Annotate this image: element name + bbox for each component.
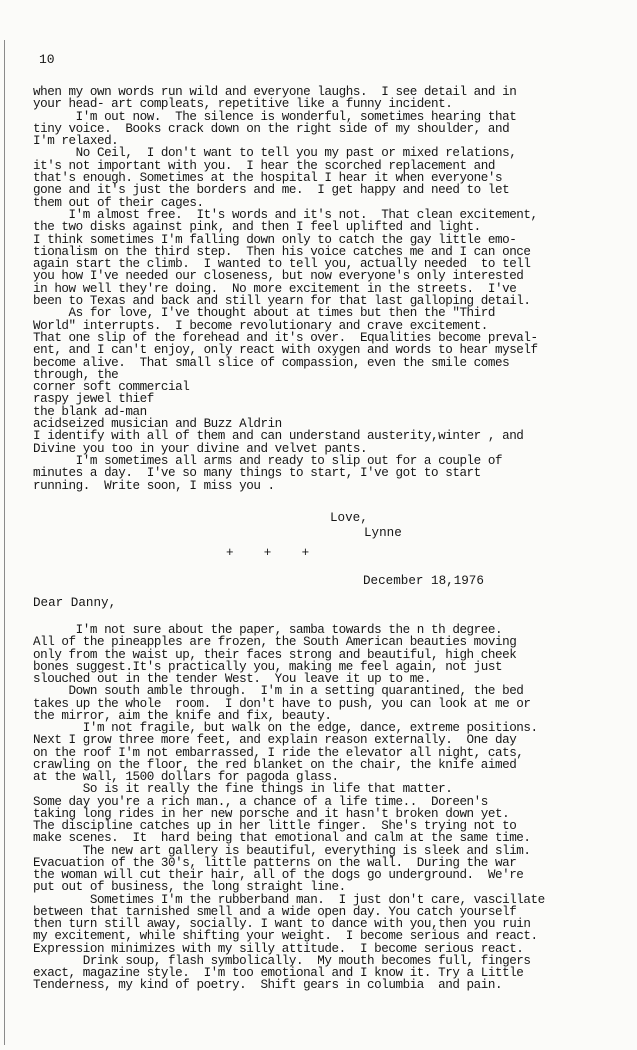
text-line: tiny voice. Books crack down on the right side of my shoulder, and — [33, 121, 510, 136]
page-number: 10 — [39, 52, 55, 67]
text-line: Next I grow three more feet, and explain reason externally. One day — [33, 733, 517, 748]
text-line: ent, and I can't enjoy, only react with oxygen and words to hear myself — [33, 343, 538, 358]
text-line: through, the — [33, 367, 119, 382]
text-line: that's enough. Sometimes at the hospital I hear it when everyone's — [33, 171, 503, 186]
text-line: World" interrupts. I become revolutionary and crave excitement. — [33, 318, 488, 333]
text-line: been to Texas and back and still yearn for that last galloping detail. — [33, 294, 531, 309]
text-line: So is it really the fine things in life that matter. — [33, 782, 453, 797]
letter-two-salutation: Dear Danny, — [33, 596, 117, 610]
text-line: Expression minimizes with my silly attitude. I become serious react. — [33, 941, 524, 956]
closing: Love, — [330, 511, 368, 525]
text-line: it's not important with you. I hear the scorched replacement and — [33, 158, 495, 173]
text-line: As for love, I've thought about at times but then the "Third — [33, 306, 495, 321]
text-line: I'm almost free. It's words and it's not. That clean excitement, — [33, 207, 538, 222]
text-line: the blank ad-man — [33, 404, 147, 419]
text-line: the two disks against pink, and then I feel uplifted and light. — [33, 220, 481, 235]
text-line: at the wall, 1500 dollars for pagoda glass. — [33, 770, 339, 784]
text-line: Sometimes I'm the rubberband man. I just don't care, vascillate — [33, 892, 545, 907]
text-line: I identify with all of them and can understand austerity,winter , and — [33, 429, 524, 444]
text-line: exact, magazine style. I'm too emotional and I know it. Try a Little — [33, 966, 524, 980]
text-line: Some day you're a rich man., a chance of a life time.. Doreen's — [33, 794, 488, 809]
text-line: make scenes. It hard being that emotional and calm at the same time. — [33, 831, 531, 846]
text-line: I'm sometimes all arms and ready to slip out for a couple of — [33, 453, 503, 468]
text-line: The new art gallery is beautiful, everything is sleek and slim. — [33, 843, 531, 858]
text-line: acidseized musician and Buzz Aldrin — [33, 417, 282, 432]
text-line: takes up the whole room. I don't have to push, you can look at me or — [33, 696, 531, 711]
text-line: All of the pineapples are frozen, the South American beauties moving — [33, 635, 517, 650]
text-line: That one slip of the forehead and it's over. Equalities become preval- — [33, 330, 538, 345]
text-line: tionalism on the third step. Then his voice catches me and I can once — [33, 244, 531, 259]
text-line: in how well they're doing. No more excitement in the streets. I've — [33, 281, 517, 296]
text-line: again start the climb. I wanted to tell you, actually needed to tell — [33, 257, 531, 272]
text-line: bones suggest.It's practically you, making me feel again, not just — [33, 659, 503, 674]
text-line: put out of business, the long straight line. — [33, 880, 346, 895]
text-line: the mirror, aim the knife and fix, beauty. — [33, 708, 332, 723]
text-line: your head- art compleats, repetitive like a funny incident. — [33, 97, 453, 112]
text-line: when my own words run wild and everyone laughs. I see detail and in — [33, 85, 517, 99]
text-line: slouched out in the tender West. You leave it up to me. — [33, 672, 432, 686]
text-line: gone and it's just the borders and me. I get happy and need to let — [33, 183, 510, 198]
text-line: I'm not sure about the paper, samba towards the n th degree. — [33, 623, 503, 637]
text-line: I'm not fragile, but walk on the edge, dance, extreme positions. — [33, 721, 538, 735]
text-line: crawling on the floor, the red blanket on the chair, the knife aimed — [33, 757, 517, 772]
text-line: Evacuation of the 30's, little patterns on the wall. During the war — [33, 855, 517, 870]
text-line: No Ceil, I don't want to tell you my past or mixed relations, — [33, 146, 517, 161]
letter-one-signoff — [330, 511, 402, 541]
text-line: on the roof I'm not embarrassed, I ride the elevator all night, cats, — [33, 745, 524, 760]
text-line: I think sometimes I'm falling down only to catch the gay little emo- — [33, 232, 517, 247]
text-line: corner soft commercial — [33, 380, 190, 395]
text-line: taking long rides in her new porsche and it hasn't broken down yet. — [33, 806, 510, 821]
section-separator: + + + — [226, 546, 310, 560]
text-line: become alive. That small slice of compassion, even the smile comes — [33, 355, 510, 370]
text-line: Down south amble through. I'm in a setting quarantined, the bed — [33, 684, 524, 699]
text-line: Tenderness, my kind of poetry. Shift gears in columbia and pain. — [33, 978, 503, 993]
text-line: only from the waist up, their faces strong and beautiful, high cheek — [33, 647, 517, 662]
text-line: you how I've needed our closeness, but now everyone's only interested — [33, 269, 524, 284]
text-line: I'm relaxed. — [33, 134, 119, 149]
text-line: between that tarnished smell and a wide open day. You catch yourself — [33, 904, 517, 919]
signature: Lynne — [364, 526, 402, 540]
text-line: Divine you too in your divine and velvet pants. — [33, 441, 368, 456]
text-line: minutes a day. I've so many things to start, I've got to start — [33, 466, 481, 481]
page-left-edge — [4, 40, 5, 1045]
text-line: running. Write soon, I miss you . — [33, 478, 275, 493]
letter-one-body — [33, 86, 633, 492]
text-line: Drink soup, flash symbolically. My mouth becomes full, fingers — [33, 953, 531, 968]
letter-two-date: December 18,1976 — [363, 574, 484, 588]
letter-two-body — [33, 624, 633, 992]
text-line: the woman will cut their hair, all of the dogs go underground. We're — [33, 868, 524, 882]
text-line: The discipline catches up in her little finger. She's trying not to — [33, 819, 517, 833]
text-line: then turn still away, socially. I want to dance with you,then you ruin — [33, 917, 531, 931]
text-line: them out of their cages. — [33, 195, 204, 210]
text-line: raspy jewel thief — [33, 392, 154, 407]
text-line: I'm out now. The silence is wonderful, sometimes hearing that — [33, 109, 517, 124]
text-line: my excitement, while shifting your weight. I become serious and react. — [33, 929, 538, 944]
